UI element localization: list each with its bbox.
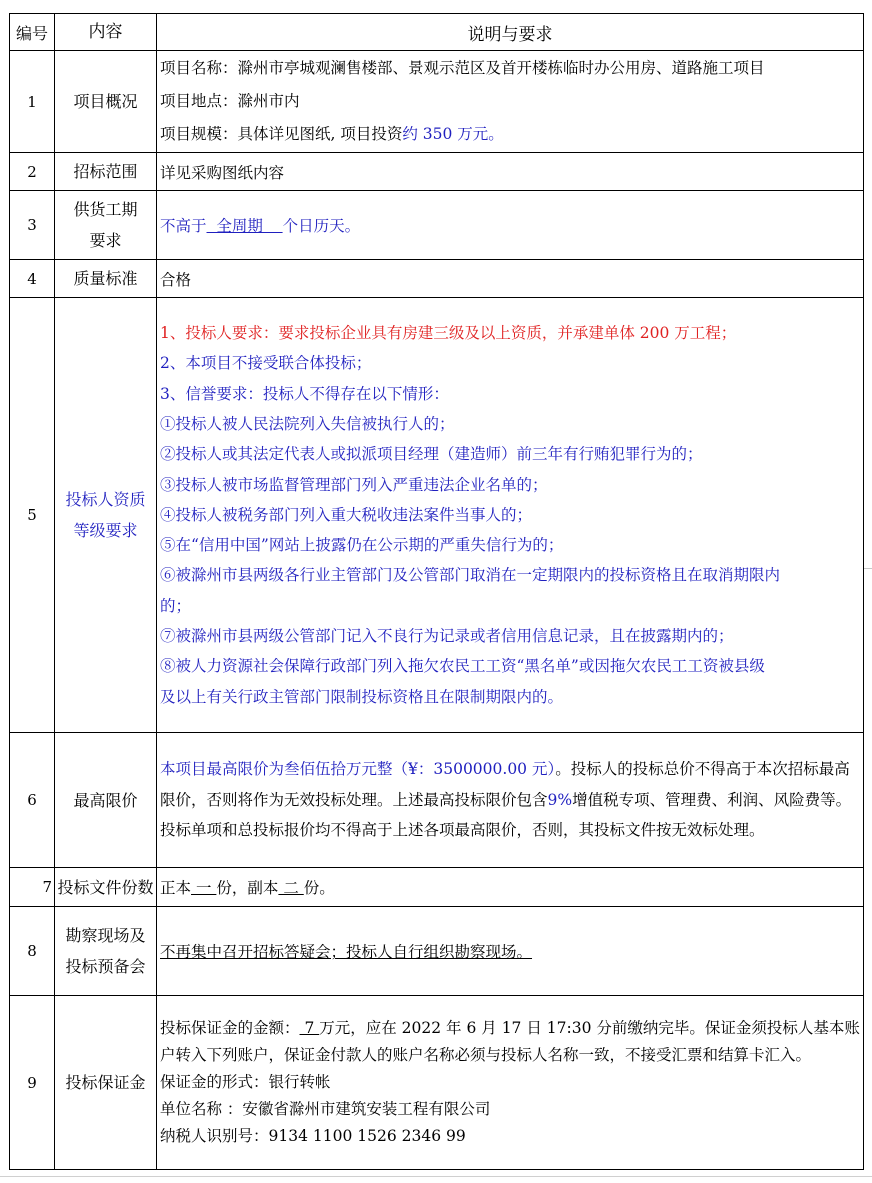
row-title-line: 要求 <box>89 231 122 250</box>
list-item: ④投标人被税务部门列入重大税收违法案件当事人的； <box>160 505 533 524</box>
row-number: 3 <box>10 191 55 260</box>
period-prefix: 不高于 <box>160 217 207 235</box>
list-item: 3、信誉要求：投标人不得存在以下情形： <box>160 384 449 403</box>
table-row <box>10 298 864 733</box>
header-content: 内容 <box>55 14 157 51</box>
header-no: 编号 <box>10 14 55 51</box>
list-item: ①投标人被人民法院列入失信被执行人的； <box>160 414 455 433</box>
row-number: 9 <box>10 996 55 1170</box>
row-number: 5 <box>10 298 55 733</box>
row-title: 项目概况 <box>55 51 157 153</box>
list-item: ⑦被滁州市县两级公管部门记入不良行为记录或者信用信息记录，且在披露期内的； <box>160 627 734 646</box>
table-row <box>10 868 864 907</box>
row-number: 7 <box>10 868 55 907</box>
row-description: 详见采购图纸内容 <box>157 153 864 191</box>
project-location: 项目地点：滁州市内 <box>160 92 300 110</box>
row-number: 2 <box>10 153 55 191</box>
header-description: 说明与要求 <box>157 14 864 51</box>
row-number: 8 <box>10 907 55 996</box>
row-description <box>157 996 864 1170</box>
sheet-gridline-right <box>863 568 872 569</box>
row-title-line: 供货工期 <box>73 200 138 219</box>
row-title: 投标保证金 <box>55 996 157 1170</box>
row-title <box>55 298 157 733</box>
project-investment: 约 350 万元。 <box>402 125 504 143</box>
list-item: ③投标人被市场监督管理部门列入严重违法企业名单的； <box>160 475 548 494</box>
deposit-company: 单位名称 ：安徽省滁州市建筑安装工程有限公司 <box>160 1100 491 1118</box>
period-value: 全周期 <box>206 217 283 235</box>
list-item: 的； <box>160 596 192 615</box>
row-title-line: 等级要求 <box>73 521 138 540</box>
deposit-unit: 万元 <box>319 1019 351 1037</box>
row-title: 招标范围 <box>55 153 157 191</box>
list-item: ⑧被人力资源社会保障行政部门列入拖欠农民工工资“黑名单”或因拖欠农民工工资被县级 <box>160 657 765 676</box>
row-description: 合格 <box>157 260 864 298</box>
project-name: 项目名称：滁州市亭城观澜售楼部、景观示范区及首开楼栋临时办公用房、道路施工项目 <box>160 59 765 77</box>
row-number: 4 <box>10 260 55 298</box>
original-count: 一 <box>191 879 217 897</box>
table-row <box>10 260 864 298</box>
row-number: 1 <box>10 51 55 153</box>
row-description <box>157 191 864 260</box>
row-number: 6 <box>10 733 55 868</box>
list-item: ⑤在“信用中国”网站上披露仍在公示期的严重失信行为的； <box>160 536 564 555</box>
site-visit-note: 不再集中召开招标答疑会；投标人自行组织勘察现场。 <box>160 943 533 961</box>
copy-label: 份，副本 <box>216 879 279 897</box>
row-description <box>157 298 864 733</box>
table-row <box>10 733 864 868</box>
max-price-text: 增值税专项、管理费、利润、风险费等。投标单项和总投标报价均不得高于上述各项最高限价，否则，其投标文件按无效标处理。 <box>160 790 852 840</box>
row-title: 最高限价 <box>55 733 157 868</box>
project-scale-label: 项目规模：具体详见图纸, 项目投资 <box>160 125 403 143</box>
list-item: 及以上有关行政主管部门限制投标资格且在限制期限内的。 <box>160 687 564 706</box>
period-suffix: 个日历天。 <box>282 217 361 235</box>
copy-count: 二 <box>278 879 304 897</box>
deposit-form: 保证金的形式：银行转帐 <box>160 1073 331 1091</box>
list-item: ②投标人或其法定代表人或拟派项目经理（建造师）前三年有行贿犯罪行为的； <box>160 445 703 464</box>
header-row <box>10 14 864 51</box>
row-description <box>157 868 864 907</box>
row-description <box>157 51 864 153</box>
list-item: 2、本项目不接受联合体投标； <box>160 354 372 373</box>
row-title-line: 勘察现场及 <box>65 926 146 945</box>
row-title-line: 投标预备会 <box>65 957 146 976</box>
row-title <box>55 907 157 996</box>
project-scale <box>160 118 863 151</box>
deposit-value: 7 <box>299 1019 320 1037</box>
row-description <box>157 733 864 868</box>
table-row <box>10 153 864 191</box>
deposit-tax-id: 纳税人识别号：9134 1100 1526 2346 99 <box>160 1127 466 1145</box>
table-row <box>10 996 864 1170</box>
row-title: 投标文件份数 <box>55 868 157 907</box>
max-price-text: 。投标人的投标总价不得高于本次招标最高限价，否则将作为无效投标处理。上述最高投标限价包含 <box>160 759 850 809</box>
table-row <box>10 907 864 996</box>
deposit-terms: ，应在 2022 年 6 月 17 日 17:30 分前缴纳完毕。保证金须投标人基本账户转入下列账户，保证金付款人的账户名称必须与投标人名称一致，不接受汇票和结算卡汇入。 <box>160 1019 860 1064</box>
row-title-line: 投标人资质 <box>65 490 146 509</box>
row-description <box>157 907 864 996</box>
table-row <box>10 191 864 260</box>
sheet-gridline-bottom <box>0 1176 872 1177</box>
deposit-label: 投标保证金的金额： <box>160 1019 300 1037</box>
list-item: ⑥被滁州市县两级各行业主管部门及公管部门取消在一定期限内的投标资格且在取消期限内 <box>160 566 781 585</box>
copy-unit: 份。 <box>303 879 335 897</box>
max-price: 本项目最高限价为叁佰伍拾万元整（¥：3500000.00 元） <box>160 759 556 778</box>
original-label: 正本 <box>160 879 192 897</box>
deposit-amount <box>160 1015 860 1069</box>
qualification-requirement: 1、投标人要求：要求投标企业具有房建三级及以上资质，并承建单体 200 万工程； <box>160 324 737 343</box>
vat-rate: 9% <box>547 790 573 809</box>
row-title <box>55 191 157 260</box>
row-title: 质量标准 <box>55 260 157 298</box>
table-row <box>10 51 864 153</box>
bid-requirements-table <box>9 13 864 1170</box>
